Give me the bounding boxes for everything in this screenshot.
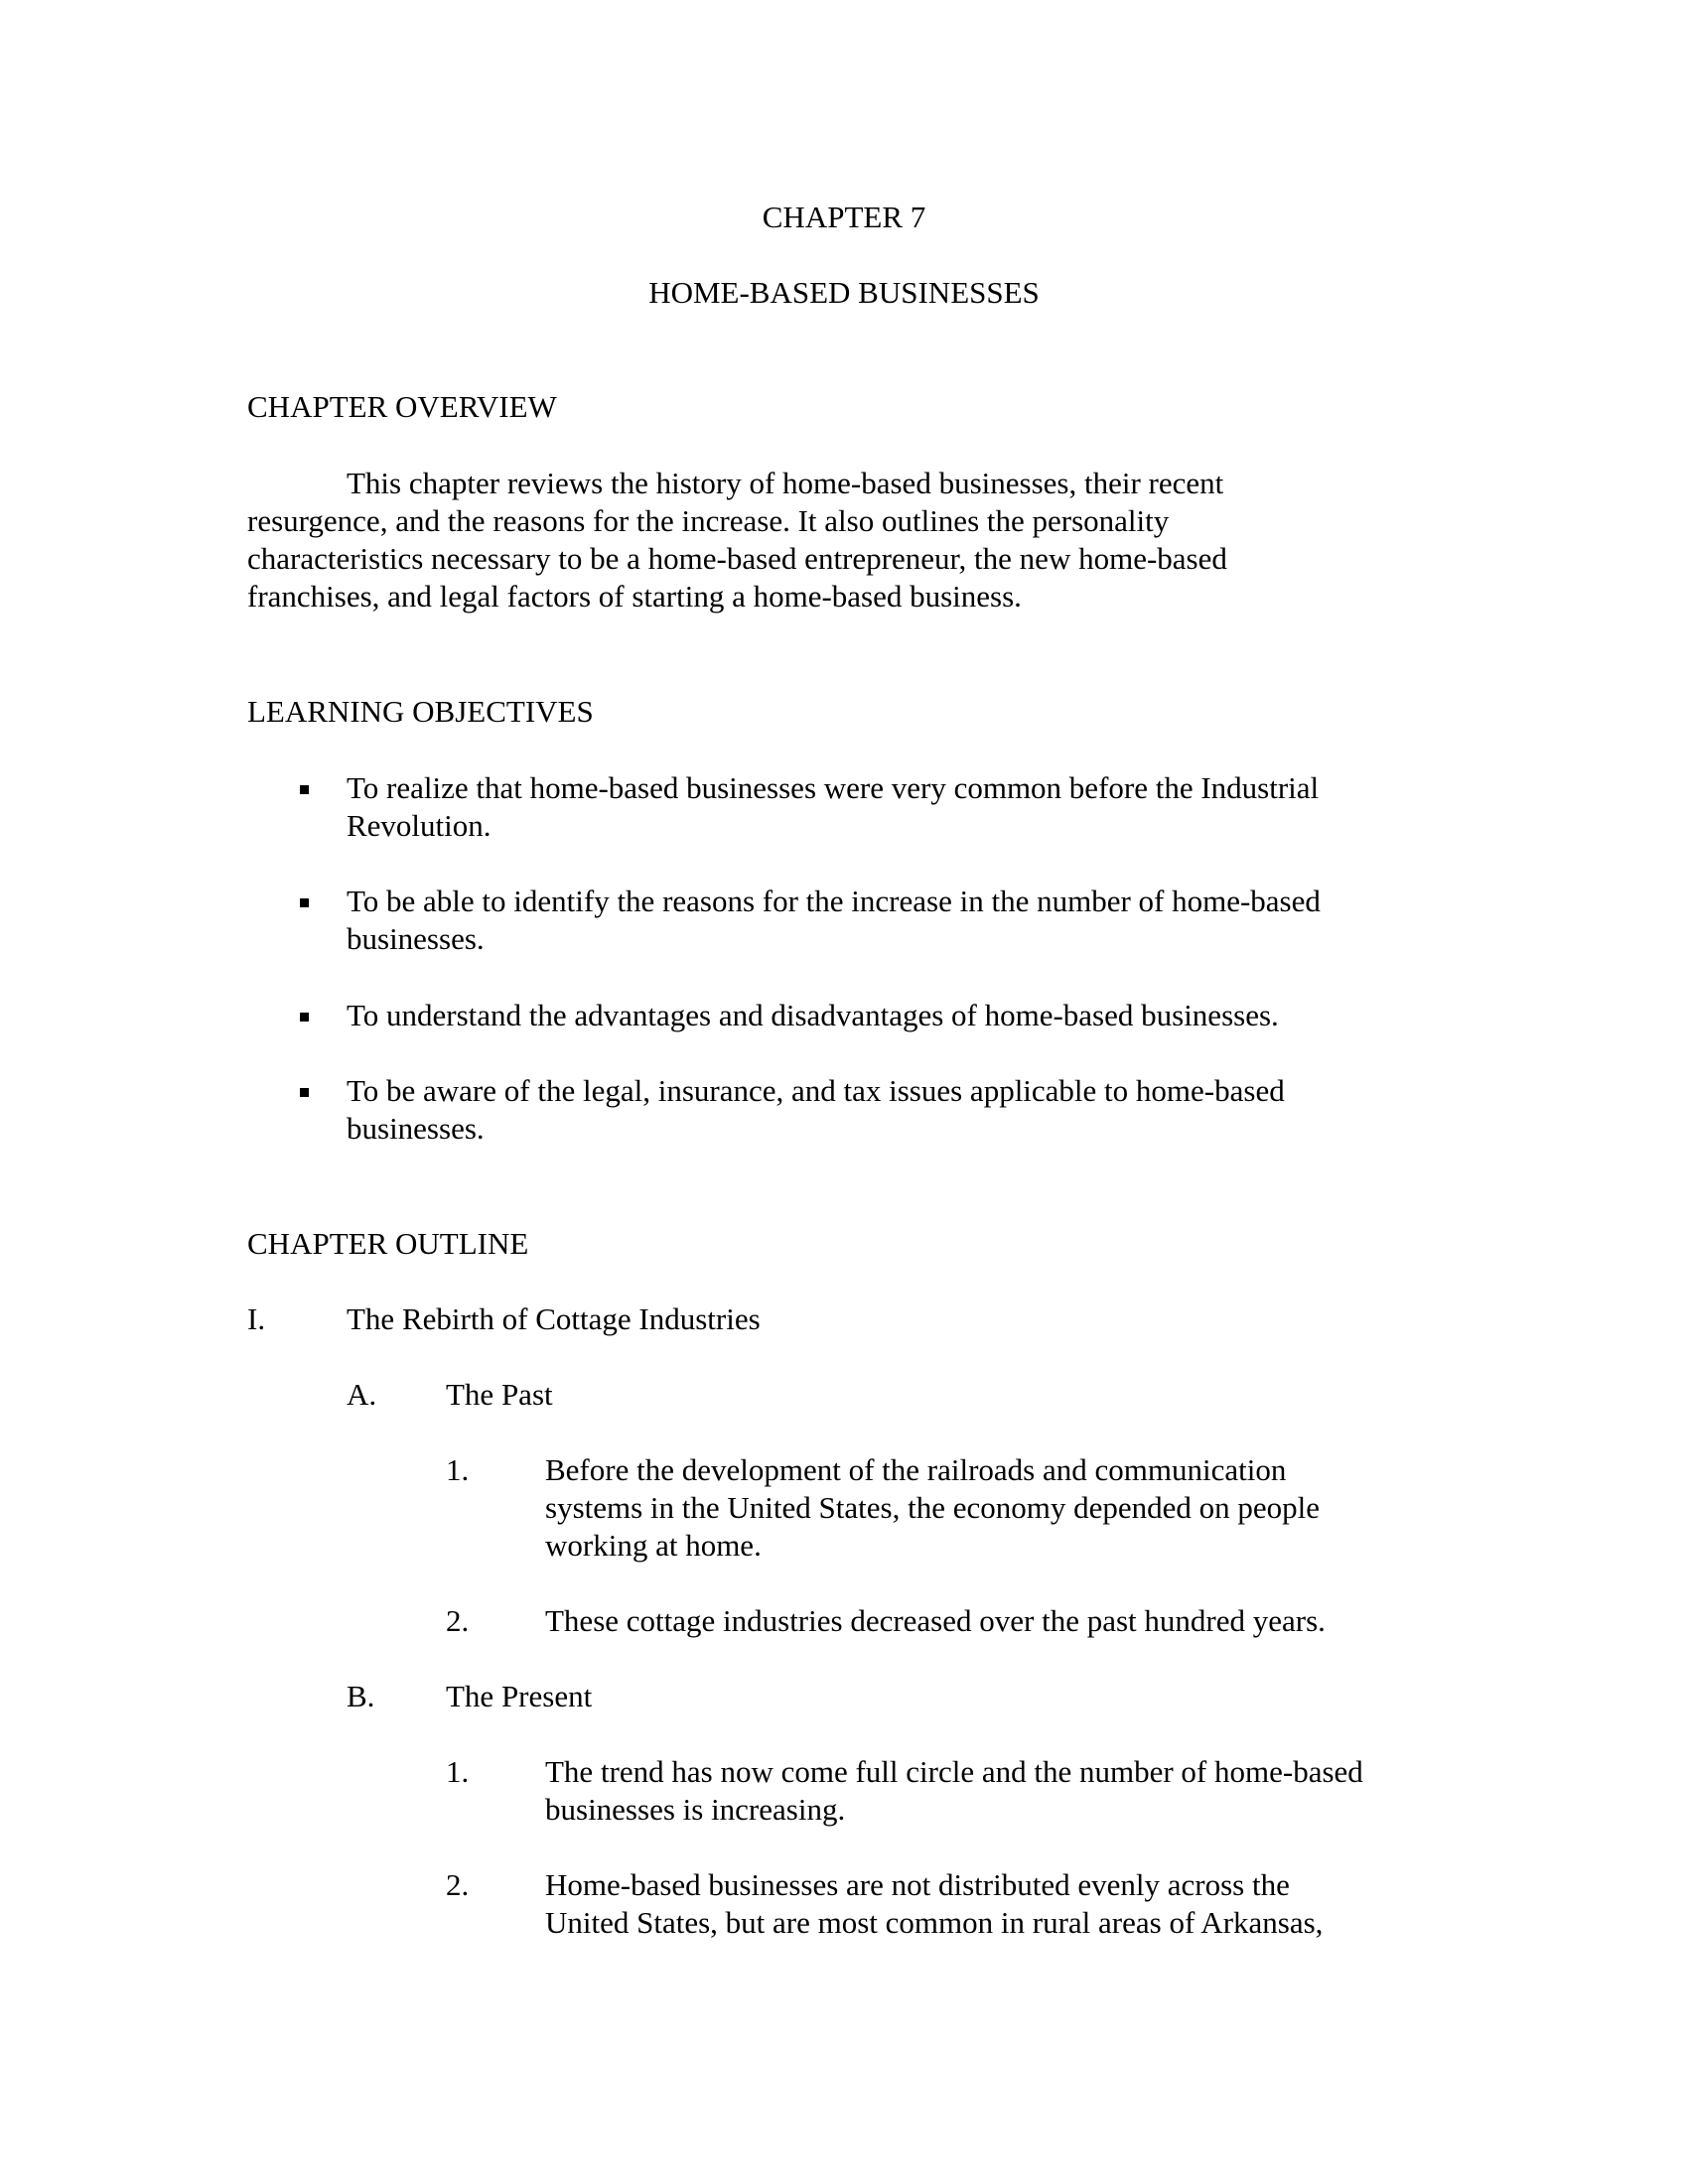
outline-subsection-title: The Past — [446, 1377, 553, 1412]
objective-text-cont: businesses. — [347, 1111, 485, 1146]
outline-subsection-title: The Present — [446, 1679, 593, 1713]
overview-line-2: resurgence, and the reasons for the increase. It also outlines the personality — [247, 503, 1170, 538]
bullet-icon — [300, 1088, 309, 1097]
outline-subsection-letter: A. — [347, 1377, 377, 1412]
outline-item-number: 2. — [446, 1867, 470, 1902]
objective-text: To be aware of the legal, insurance, and tax issues applicable to home-based — [347, 1073, 1285, 1108]
outline-section-title: The Rebirth of Cottage Industries — [347, 1301, 761, 1336]
objective-text-cont: businesses. — [347, 921, 485, 956]
outline-item-line: Before the development of the railroads and communication — [545, 1452, 1287, 1487]
chapter-title: CHAPTER 7 — [762, 200, 926, 234]
objective-text: To be able to identify the reasons for the increase in the number of home-based — [347, 884, 1321, 918]
outline-item-number: 1. — [446, 1452, 470, 1487]
outline-item-line: Home-based businesses are not distributed evenly across the — [545, 1867, 1290, 1902]
overview-line-4: franchises, and legal factors of starting a home-based business. — [247, 579, 1022, 614]
bullet-icon — [300, 785, 309, 794]
objectives-heading: LEARNING OBJECTIVES — [247, 694, 594, 729]
outline-section-number: I. — [247, 1301, 266, 1336]
outline-item-number: 2. — [446, 1603, 470, 1638]
outline-item-line: United States, but are most common in rural areas of Arkansas, — [545, 1905, 1324, 1940]
outline-item-line: working at home. — [545, 1528, 762, 1563]
objective-text-cont: Revolution. — [347, 808, 492, 843]
objective-text: To realize that home-based businesses were very common before the Industrial — [347, 770, 1320, 805]
outline-heading: CHAPTER OUTLINE — [247, 1226, 529, 1261]
overview-line-1: This chapter reviews the history of home-based businesses, their recent — [347, 466, 1224, 500]
objective-text: To understand the advantages and disadvantages of home-based businesses. — [347, 998, 1279, 1032]
bullet-icon — [300, 1013, 309, 1022]
bullet-icon — [300, 898, 309, 907]
chapter-subtitle: HOME-BASED BUSINESSES — [648, 275, 1040, 310]
outline-item-number: 1. — [446, 1754, 470, 1789]
overview-heading: CHAPTER OVERVIEW — [247, 389, 557, 424]
outline-item-line: The trend has now come full circle and the number of home-based — [545, 1754, 1363, 1789]
outline-item-line: businesses is increasing. — [545, 1792, 846, 1827]
outline-item-line: systems in the United States, the economy depended on people — [545, 1490, 1320, 1525]
outline-item-line: These cottage industries decreased over the past hundred years. — [545, 1603, 1326, 1638]
overview-line-3: characteristics necessary to be a home-based entrepreneur, the new home-based — [247, 541, 1227, 576]
outline-subsection-letter: B. — [347, 1679, 375, 1713]
